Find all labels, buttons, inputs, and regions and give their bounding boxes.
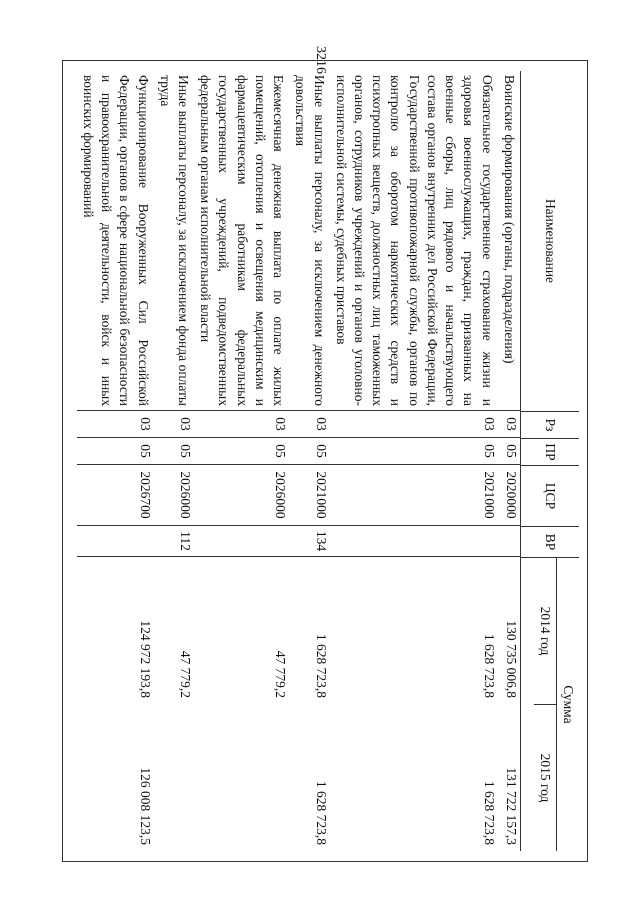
rotated-table xyxy=(63,61,587,861)
row-sum-2015: 1 628 723,8 xyxy=(313,780,329,845)
row-sums xyxy=(330,557,498,851)
row-vr xyxy=(498,526,520,557)
row-sum-2014: 130 735 006,8 xyxy=(503,620,519,698)
row-sum-2015 xyxy=(194,704,289,851)
row-rz: 03 xyxy=(194,411,289,438)
row-pr: 05 xyxy=(330,438,498,465)
row-sums xyxy=(154,557,194,851)
row-sum-2014: 1 628 723,8 xyxy=(313,633,329,698)
row-rz: 03 xyxy=(77,411,154,438)
row-csr: 2026000 xyxy=(154,465,194,526)
header-name: Наименование xyxy=(521,71,579,412)
row-name: Обязательное государственное страхование жизни и здоровья военнослужащих, граждан, призванных на военные сборы, лиц рядового и начальствующего состава органов внутренних дел Российской Федерации, Государственной противопожарной службы, органов по контролю за оборотом наркотических средств и психотропных веществ, должностных лиц таможенных органов, сотрудников учреждений и органов уголовно-исполнительной системы, судебных приставов xyxy=(330,71,498,411)
row-sum-2014: 1 628 723,8 xyxy=(481,633,497,698)
row-csr: 2026000 xyxy=(194,465,289,526)
row-rz: 03 xyxy=(154,411,194,438)
row-sum-2015: 126 008 123,5 xyxy=(137,767,153,845)
row-sum-2015: 1 628 723,8 xyxy=(481,780,497,845)
row-csr: 2020000 xyxy=(498,465,520,526)
table-row xyxy=(498,71,520,851)
table-header xyxy=(520,71,579,851)
row-sum-2015: 131 722 157,3 xyxy=(503,767,519,845)
header-csr: ЦСР xyxy=(521,466,579,527)
row-vr xyxy=(330,526,498,557)
row-pr: 05 xyxy=(194,438,289,465)
table-row xyxy=(77,71,154,851)
table-row xyxy=(194,71,289,851)
row-name: Функционирование Вооруженных Сил Российской Федерации, органов в сфере национальной безопасности и правоохранительной деятельности, войск и иных воинских формирований xyxy=(77,71,154,411)
row-sum-2014: 47 779,2 xyxy=(178,650,194,698)
header-sum: Сумма xyxy=(556,558,579,851)
row-sums xyxy=(77,557,154,851)
row-vr xyxy=(194,526,289,557)
row-vr: 112 xyxy=(154,526,194,557)
row-sum-2014: 124 972 193,8 xyxy=(137,620,153,698)
row-csr: 2021000 xyxy=(330,465,498,526)
row-rz: 03 xyxy=(289,411,329,438)
row-name: Ежемесячная денежная выплата по оплате жилых помещений, отопления и освещения медицинским и фармацевтическим работникам федеральных государственных учреждений, подведомственных федеральным органам исполнительной власти xyxy=(194,71,289,411)
header-pr: ПР xyxy=(521,439,579,466)
header-years xyxy=(534,558,556,851)
table-row xyxy=(289,71,329,851)
row-sums xyxy=(194,557,289,851)
header-sum-group xyxy=(521,558,579,851)
row-rz: 03 xyxy=(498,411,520,438)
table xyxy=(69,61,587,861)
row-name: Воинские формирования (органы, подразделения) xyxy=(498,71,520,411)
row-sum-2014: 47 779,2 xyxy=(273,650,289,698)
row-name: Иные выплаты персоналу, за исключением денежного довольствия xyxy=(289,71,329,411)
row-csr: 2026700 xyxy=(77,465,154,526)
row-vr xyxy=(77,526,154,557)
header-2014: 2014 год xyxy=(534,558,556,705)
row-rz: 03 xyxy=(330,411,498,438)
row-vr: 134 xyxy=(289,526,329,557)
row-pr: 05 xyxy=(498,438,520,465)
header-rz: Рз xyxy=(521,412,579,439)
row-sum-2015 xyxy=(154,704,194,851)
row-sums xyxy=(498,557,520,851)
row-pr: 05 xyxy=(154,438,194,465)
row-pr: 05 xyxy=(77,438,154,465)
row-pr: 05 xyxy=(289,438,329,465)
table-frame xyxy=(62,60,588,862)
row-name: Иные выплаты персоналу, за исключением фонда оплаты труда xyxy=(154,71,194,411)
row-sums xyxy=(289,557,329,851)
header-2015: 2015 год xyxy=(537,753,553,803)
page-number: 3216 xyxy=(313,46,328,74)
table-row xyxy=(330,71,498,851)
header-vr: ВР xyxy=(521,527,579,558)
table-row xyxy=(154,71,194,851)
row-csr: 2021000 xyxy=(289,465,329,526)
